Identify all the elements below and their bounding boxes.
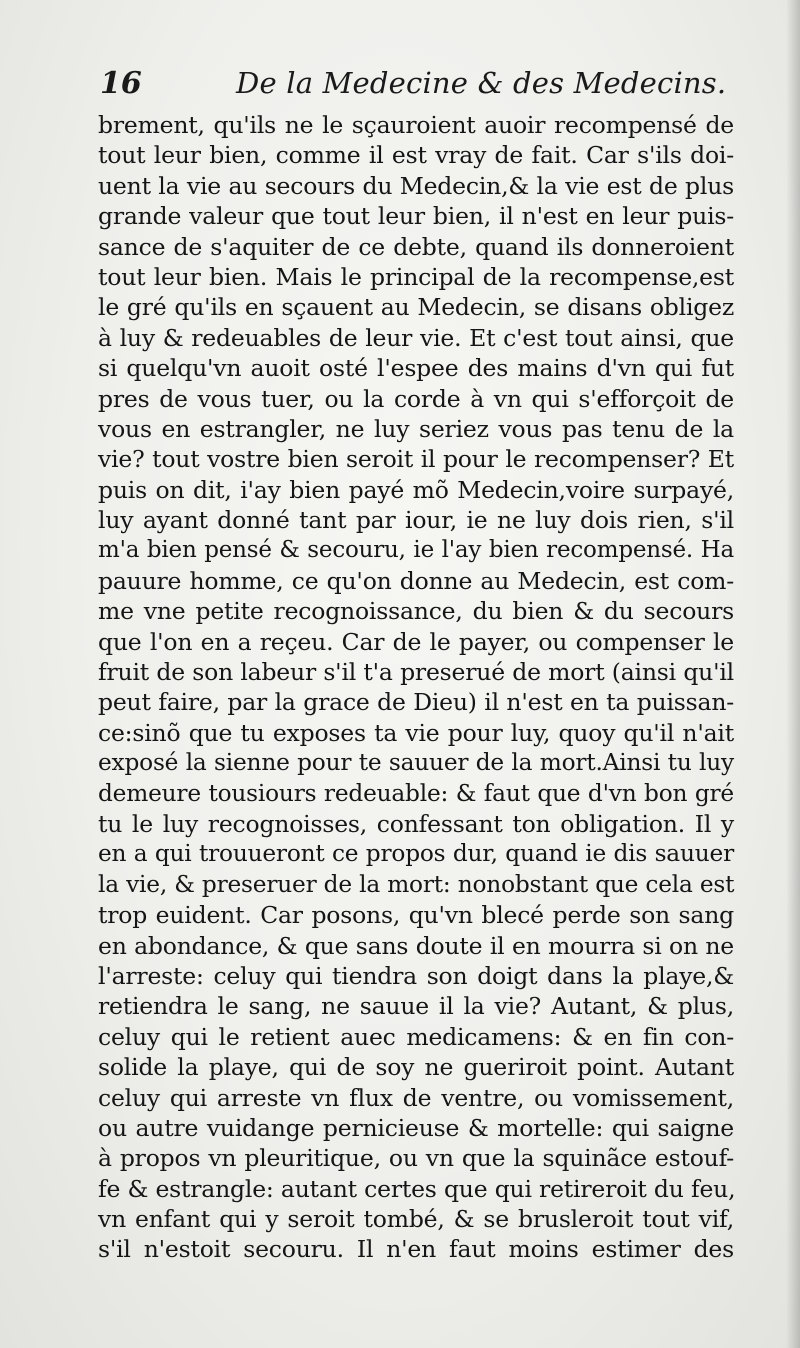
- text-line: ou autre vuidange pernicieuse & mortelle: qui saigne: [98, 1113, 734, 1142]
- body-text: [98, 110, 734, 1265]
- text-line: à propos vn pleuritique, ou vn que la squinãce estouf-: [98, 1144, 734, 1173]
- text-line: puis on dit, i'ay bien payé mõ Medecin,voire surpayé,: [98, 475, 734, 504]
- text-line: tout leur bien, comme il est vray de fait. Car s'ils doi-: [98, 141, 734, 170]
- text-line: si quelqu'vn auoit osté l'espee des mains d'vn qui fut: [98, 354, 734, 383]
- running-title: De la Medecine & des Medecins.: [236, 66, 727, 100]
- text-line: fruit de son labeur s'il t'a preserué de mort (ainsi qu'il: [98, 658, 734, 687]
- text-line: pres de vous tuer, ou la corde à vn qui s'efforçoit de: [98, 384, 734, 413]
- text-line: vie? tout vostre bien seroit il pour le recompenser? Et: [98, 445, 734, 474]
- text-line: brement, qu'ils ne le sçauroient auoir recompensé de: [98, 111, 734, 139]
- text-line: à luy & redeuables de leur vie. Et c'est tout ainsi, que: [98, 323, 734, 352]
- text-line: vn enfant qui y seroit tombé, & se brusleroit tout vif,: [98, 1205, 734, 1234]
- text-line: retiendra le sang, ne sauue il la vie? Autant, & plus,: [98, 992, 734, 1021]
- text-line: tout leur bien. Mais le principal de la recompense,est: [98, 262, 734, 291]
- page-number: 16: [100, 66, 142, 101]
- text-line: trop euident. Car posons, qu'vn blecé perde son sang: [98, 901, 734, 930]
- text-line: exposé la sienne pour te sauuer de la mort.Ainsi tu luy: [98, 749, 734, 777]
- text-line: sance de s'aquiter de ce debte, quand ils donneroient: [98, 232, 734, 261]
- text-line: la vie, & preseruer de la mort: nonobstant que cela est: [98, 870, 735, 898]
- text-line: s'il n'estoit secouru. Il n'en faut moins estimer des: [98, 1235, 734, 1264]
- text-line: me vne petite recognoissance, du bien & du secours: [98, 597, 734, 626]
- text-line: celuy qui le retient auec medicamens: & en fin con-: [98, 1022, 734, 1051]
- text-line: ce:sinõ que tu exposes ta vie pour luy, quoy qu'il n'ait: [98, 718, 734, 747]
- text-line: grande valeur que tout leur bien, il n'est en leur puis-: [98, 202, 734, 231]
- text-line: le gré qu'ils en sçauent au Medecin, se disans obligez: [98, 293, 734, 322]
- text-line: fe & estrangle: autant certes que qui retireroit du feu,: [98, 1174, 736, 1203]
- text-line: solide la playe, qui de soy ne gueriroit point. Autant: [98, 1053, 734, 1082]
- text-line: l'arreste: celuy qui tiendra son doigt dans la playe,&: [98, 961, 734, 990]
- text-line: vous en estrangler, ne luy seriez vous pas tenu de la: [98, 414, 734, 443]
- page-header: [100, 62, 730, 112]
- text-line: tu le luy recognoisses, confessant ton obligation. Il y: [98, 809, 734, 838]
- text-line: pauure homme, ce qu'on donne au Medecin, est com-: [98, 566, 734, 595]
- text-line: que l'on en a reçeu. Car de le payer, ou compenser le: [98, 627, 734, 656]
- text-line: en a qui trouueront ce propos dur, quand ie dis sauuer: [98, 840, 734, 868]
- page-edge-shadow: [786, 0, 800, 1348]
- text-line: peut faire, par la grace de Dieu) il n'est en ta puissan-: [98, 688, 734, 717]
- text-line: demeure tousiours redeuable: & faut que d'vn bon gré: [98, 779, 734, 807]
- text-line: en abondance, & que sans doute il en mourra si on ne: [98, 931, 734, 960]
- text-line: uent la vie au secours du Medecin,& la vie est de plus: [98, 171, 734, 200]
- text-line: m'a bien pensé & secouru, ie l'ay bien recompensé. Ha: [98, 537, 734, 564]
- text-line: luy ayant donné tant par iour, ie ne luy dois rien, s'il: [98, 506, 734, 535]
- text-line: celuy qui arreste vn flux de ventre, ou vomissement,: [98, 1083, 734, 1112]
